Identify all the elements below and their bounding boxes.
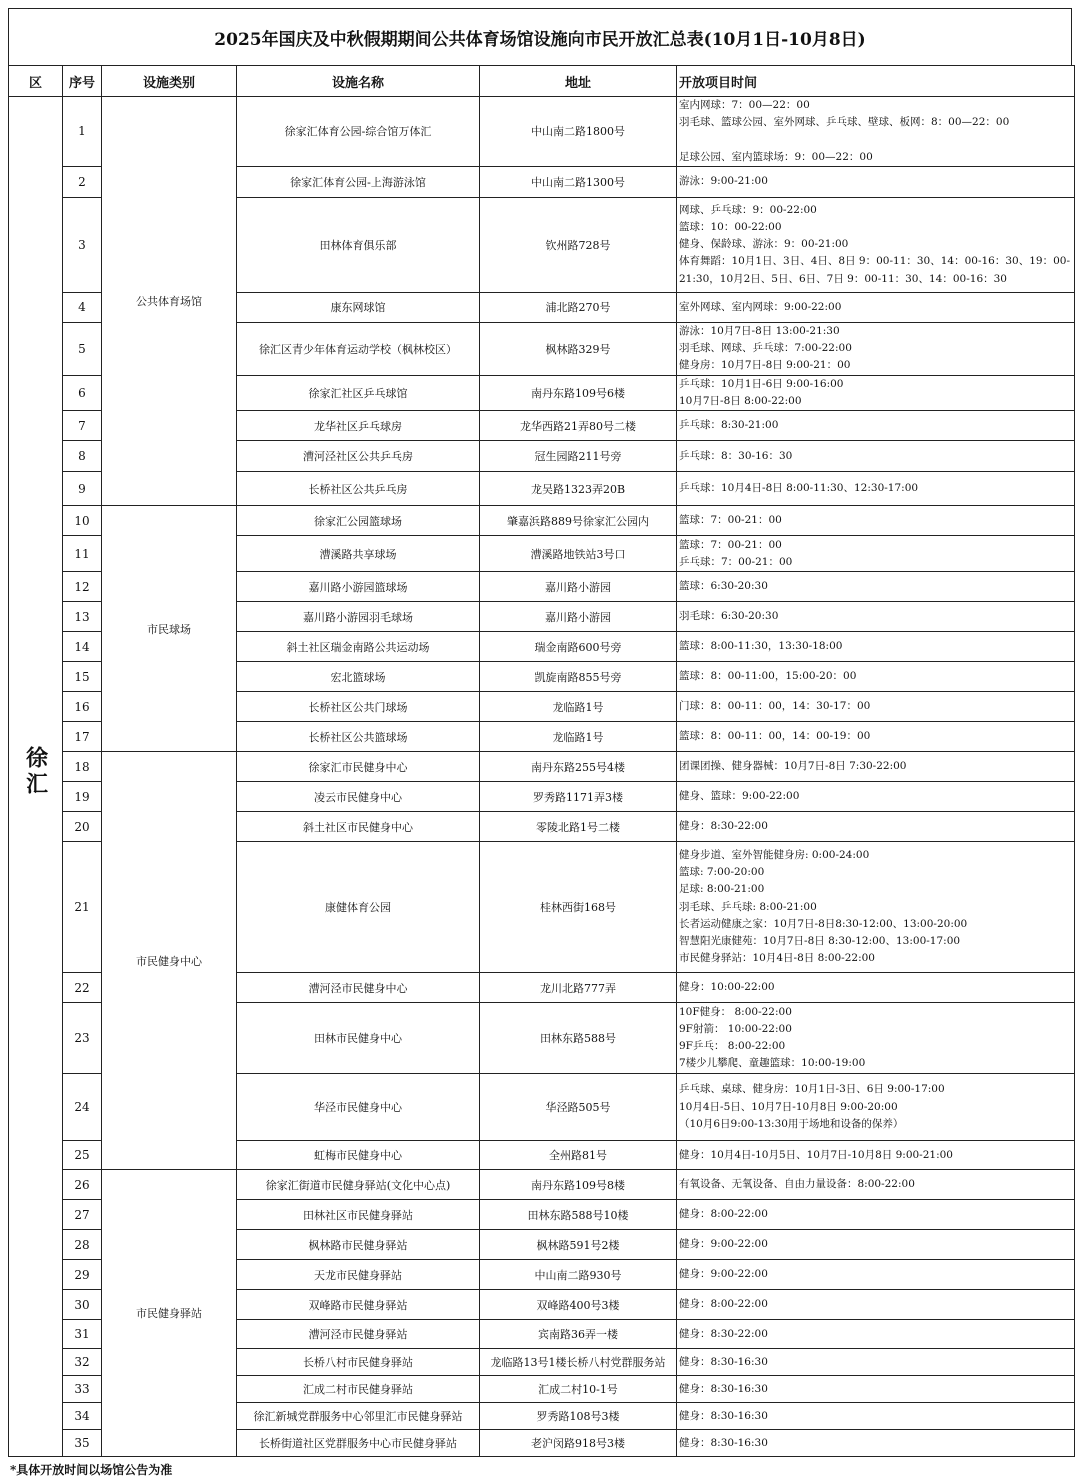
facility-name: 汇成二村市民健身驿站 <box>237 1376 480 1403</box>
header-no: 序号 <box>63 66 102 97</box>
category-cell: 公共体育场馆 <box>102 97 237 506</box>
table-row <box>9 752 1075 782</box>
opening-times <box>677 1403 1075 1430</box>
facility-name: 枫林路市民健身驿站 <box>237 1230 480 1260</box>
time-line: 9F乒乓： 8:00-22:00 <box>679 1040 786 1053</box>
time-line: 羽毛球、网球、乒乓球：7:00-22:00 <box>679 342 852 355</box>
time-line: 7楼少儿攀爬、童趣篮球：10:00-19:00 <box>679 1057 866 1070</box>
facility-name: 田林体育俱乐部 <box>237 197 480 292</box>
time-line: 室内网球：7：00—22：00 <box>679 99 810 111</box>
time-line: 10月7日-8日 8:00-22:00 <box>679 395 802 408</box>
row-number: 16 <box>63 692 102 722</box>
opening-times <box>677 662 1075 692</box>
opening-times <box>677 752 1075 782</box>
facility-name: 徐汇新城党群服务中心邻里汇市民健身驿站 <box>237 1403 480 1430</box>
facility-address: 龙华西路21弄80号二楼 <box>480 411 677 441</box>
facility-address: 漕溪路地铁站3号口 <box>480 536 677 572</box>
opening-times <box>677 572 1075 602</box>
time-line: 健身：8:30-16:30 <box>679 1409 768 1422</box>
time-line: 篮球: 7:00-20:00 <box>679 866 765 879</box>
time-line: 健身：8:30-22:00 <box>679 1327 768 1340</box>
row-number: 2 <box>63 166 102 197</box>
facility-name: 徐家汇体育公园-综合馆万体汇 <box>237 97 480 167</box>
opening-times <box>677 1430 1075 1457</box>
facility-address: 龙吴路1323弄20B <box>480 472 677 506</box>
row-number: 23 <box>63 1003 102 1074</box>
facility-name: 天龙市民健身驿站 <box>237 1260 480 1290</box>
row-number: 30 <box>63 1290 102 1320</box>
opening-times <box>677 722 1075 752</box>
row-number: 11 <box>63 536 102 572</box>
time-line: 21:30，10月2日、5日、6日、7日 9：00-11：30、14：00-16：30 <box>679 272 1007 285</box>
opening-times <box>677 1170 1075 1200</box>
opening-times <box>677 166 1075 197</box>
facility-name: 田林市民健身中心 <box>237 1003 480 1074</box>
time-line: 羽毛球、乒乓球: 8:00-21:00 <box>679 900 817 913</box>
opening-times <box>677 97 1075 167</box>
opening-times <box>677 506 1075 536</box>
row-number: 34 <box>63 1403 102 1430</box>
row-number: 29 <box>63 1260 102 1290</box>
facility-name: 华泾市民健身中心 <box>237 1074 480 1141</box>
facility-address: 南丹东路109号6楼 <box>480 375 677 410</box>
row-number: 3 <box>63 197 102 292</box>
facility-address: 中山南二路930号 <box>480 1260 677 1290</box>
facility-address: 嘉川路小游园 <box>480 602 677 632</box>
opening-times <box>677 632 1075 662</box>
row-number: 14 <box>63 632 102 662</box>
row-number: 32 <box>63 1349 102 1376</box>
row-number: 1 <box>63 97 102 167</box>
opening-times <box>677 842 1075 973</box>
header-category: 设施类别 <box>102 66 237 97</box>
footer-note: *具体开放时间以场馆公告为准 <box>10 1463 173 1478</box>
facility-address: 老沪闵路918号3楼 <box>480 1430 677 1457</box>
facility-address: 宾南路36弄一楼 <box>480 1320 677 1349</box>
facility-name: 斜土社区市民健身中心 <box>237 812 480 842</box>
time-line: 乒乓球：10月1日-6日 9:00-16:00 <box>679 377 844 390</box>
table-header-row <box>9 66 1075 97</box>
facility-address: 华泾路505号 <box>480 1074 677 1141</box>
row-number: 15 <box>63 662 102 692</box>
facility-name: 宏北篮球场 <box>237 662 480 692</box>
facility-name: 长桥社区公共乒乓房 <box>237 472 480 506</box>
opening-times <box>677 472 1075 506</box>
time-line: 健身：8:00-22:00 <box>679 1208 768 1221</box>
facility-address: 瑞金南路600号旁 <box>480 632 677 662</box>
facility-address: 南丹东路255号4楼 <box>480 752 677 782</box>
facility-name: 长桥社区公共篮球场 <box>237 722 480 752</box>
time-line: 篮球：7：00-21：00 <box>679 538 782 551</box>
row-number: 8 <box>63 441 102 472</box>
facility-name: 徐家汇公园篮球场 <box>237 506 480 536</box>
row-number: 28 <box>63 1230 102 1260</box>
header-district: 区 <box>9 66 63 97</box>
facility-name: 长桥街道社区党群服务中心市民健身驿站 <box>237 1430 480 1457</box>
time-line: 篮球：7：00-21：00 <box>679 514 782 527</box>
time-line: 篮球：10：00-22:00 <box>679 221 782 233</box>
facility-address: 冠生园路211号旁 <box>480 441 677 472</box>
row-number: 22 <box>63 973 102 1003</box>
facility-address: 枫林路591号2楼 <box>480 1230 677 1260</box>
time-line: 健身房：10月7日-8日 9:00-21：00 <box>679 359 851 372</box>
facility-address: 龙川北路777弄 <box>480 973 677 1003</box>
facility-name: 长桥社区公共门球场 <box>237 692 480 722</box>
time-line: 门球：8：00-11：00，14：30-17：00 <box>679 700 871 713</box>
time-line: 篮球：6:30-20:30 <box>679 580 768 593</box>
time-line: 篮球：8:00-11:30，13:30-18:00 <box>679 640 843 653</box>
row-number: 18 <box>63 752 102 782</box>
facility-address: 嘉川路小游园 <box>480 572 677 602</box>
facility-address: 龙临路1号 <box>480 722 677 752</box>
time-line: 健身步道、室外智能健身房: 0:00-24:00 <box>679 849 870 861</box>
row-number: 26 <box>63 1170 102 1200</box>
district-label: 徐汇 <box>22 745 49 798</box>
category-cell: 市民健身驿站 <box>102 1170 237 1457</box>
time-line: 足球: 8:00-21:00 <box>679 883 765 896</box>
time-line: 健身、保龄球、游泳：9：00-21:00 <box>679 238 849 251</box>
row-number: 17 <box>63 722 102 752</box>
opening-times <box>677 1349 1075 1376</box>
facility-name: 长桥八村市民健身驿站 <box>237 1349 480 1376</box>
facility-address: 田林东路588号10楼 <box>480 1200 677 1230</box>
facility-address: 南丹东路109号8楼 <box>480 1170 677 1200</box>
time-line: 智慧阳光康健苑：10月7日-8日 8:30-12:00、13:00-17:00 <box>679 935 961 948</box>
opening-times <box>677 411 1075 441</box>
time-line: 乒乓球、桌球、健身房：10月1日-3日、6日 9:00-17:00 <box>679 1083 945 1096</box>
opening-times <box>677 1376 1075 1403</box>
row-number: 20 <box>63 812 102 842</box>
facility-name: 双峰路市民健身驿站 <box>237 1290 480 1320</box>
table-row <box>9 1170 1075 1200</box>
row-number: 9 <box>63 472 102 506</box>
time-line: （10月6日9:00-13:30用于场地和设备的保养） <box>679 1117 904 1130</box>
time-line: 足球公园、室内篮球场：9：00—22：00 <box>679 150 873 163</box>
row-number: 13 <box>63 602 102 632</box>
facility-name: 虹梅市民健身中心 <box>237 1141 480 1170</box>
category-cell: 市民健身中心 <box>102 752 237 1170</box>
facility-address: 全州路81号 <box>480 1141 677 1170</box>
facility-address: 中山南二路1300号 <box>480 166 677 197</box>
time-line: 健身：9:00-22:00 <box>679 1238 768 1251</box>
opening-times <box>677 197 1075 292</box>
row-number: 19 <box>63 782 102 812</box>
facility-name: 斜土社区瑞金南路公共运动场 <box>237 632 480 662</box>
facility-address: 桂林西街168号 <box>480 842 677 973</box>
row-number: 21 <box>63 842 102 973</box>
time-line: 篮球：8：00-11：00，14：00-19：00 <box>679 730 871 743</box>
opening-times <box>677 322 1075 375</box>
table-row <box>9 506 1075 536</box>
row-number: 10 <box>63 506 102 536</box>
header-name: 设施名称 <box>237 66 480 97</box>
opening-times <box>677 1320 1075 1349</box>
facility-name: 漕河泾社区公共乒乓房 <box>237 441 480 472</box>
opening-times <box>677 1290 1075 1320</box>
time-line: 乒乓球：10月4日-8日 8:00-11:30、12:30-17:00 <box>679 482 919 495</box>
opening-times <box>677 375 1075 410</box>
facility-address: 中山南二路1800号 <box>480 97 677 167</box>
facility-name: 徐家汇体育公园-上海游泳馆 <box>237 166 480 197</box>
time-line: 有氧设备、无氧设备、自由力量设备：8:00-22:00 <box>679 1178 915 1191</box>
opening-times <box>677 1141 1075 1170</box>
row-number: 24 <box>63 1074 102 1141</box>
time-line: 游泳：10月7日-8日 13:00-21:30 <box>679 325 840 337</box>
page-title: 2025年国庆及中秋假期期间公共体育场馆设施向市民开放汇总表(10月1日-10月8日) <box>8 8 1072 65</box>
facility-address: 龙临路13号1楼长桥八村党群服务站 <box>480 1349 677 1376</box>
facility-address: 田林东路588号 <box>480 1003 677 1074</box>
facility-name: 康健体育公园 <box>237 842 480 973</box>
time-line: 健身：10月4日-10月5日、10月7日-10月8日 9:00-21:00 <box>679 1148 953 1161</box>
row-number: 7 <box>63 411 102 441</box>
facility-table <box>8 65 1075 1457</box>
opening-times <box>677 1230 1075 1260</box>
time-line: 乒乓球：7：00-21：00 <box>679 555 793 568</box>
time-line: 健身、篮球：9:00-22:00 <box>679 790 800 803</box>
facility-address: 汇成二村10-1号 <box>480 1376 677 1403</box>
time-line: 室外网球、室内网球：9:00-22:00 <box>679 300 842 313</box>
time-line: 羽毛球：6:30-20:30 <box>679 610 779 623</box>
opening-times <box>677 602 1075 632</box>
facility-name: 田林社区市民健身驿站 <box>237 1200 480 1230</box>
time-line: 乒乓球：8：30-16：30 <box>679 449 793 462</box>
time-line: 健身：8:30-16:30 <box>679 1355 768 1368</box>
header-address: 地址 <box>480 66 677 97</box>
category-cell: 市民球场 <box>102 506 237 752</box>
facility-name: 徐家汇市民健身中心 <box>237 752 480 782</box>
time-line: 长者运动健康之家：10月7日-8日8:30-12:00、13:00-20:00 <box>679 917 968 930</box>
facility-address: 枫林路329号 <box>480 322 677 375</box>
time-line: 健身：8:00-22:00 <box>679 1298 768 1311</box>
time-line: 乒乓球：8:30-21:00 <box>679 419 779 432</box>
facility-address: 龙临路1号 <box>480 692 677 722</box>
facility-address: 肇嘉浜路889号徐家汇公园内 <box>480 506 677 536</box>
facility-address: 凯旋南路855号旁 <box>480 662 677 692</box>
facility-name: 凌云市民健身中心 <box>237 782 480 812</box>
opening-times <box>677 973 1075 1003</box>
row-number: 4 <box>63 292 102 322</box>
time-line: 健身：8:30-16:30 <box>679 1382 768 1395</box>
opening-times <box>677 292 1075 322</box>
row-number: 33 <box>63 1376 102 1403</box>
facility-address: 零陵北路1号二楼 <box>480 812 677 842</box>
row-number: 12 <box>63 572 102 602</box>
opening-times <box>677 782 1075 812</box>
time-line: 体育舞蹈：10月1日、3日、4日、8日 9：00-11：30、14：00-16：30、19：00- <box>679 255 1070 268</box>
facility-address: 浦北路270号 <box>480 292 677 322</box>
time-line: 网球、乒乓球：9：00-22:00 <box>679 203 817 216</box>
opening-times <box>677 536 1075 572</box>
opening-times <box>677 1003 1075 1074</box>
facility-name: 漕溪路共享球场 <box>237 536 480 572</box>
time-line <box>679 131 1072 148</box>
facility-address: 罗秀路108号3楼 <box>480 1403 677 1430</box>
document <box>8 8 1072 1482</box>
time-line: 9F射箭： 10:00-22:00 <box>679 1023 792 1036</box>
row-number: 31 <box>63 1320 102 1349</box>
facility-address: 钦州路728号 <box>480 197 677 292</box>
time-line: 羽毛球、篮球公园、室外网球、乒乓球、壁球、板网：8：00—22：00 <box>679 116 1010 129</box>
facility-name: 漕河泾市民健身驿站 <box>237 1320 480 1349</box>
district-cell <box>9 97 63 1457</box>
row-number: 35 <box>63 1430 102 1457</box>
time-line: 10月4日-5日、10月7日-10月8日 9:00-20:00 <box>679 1100 898 1113</box>
row-number: 6 <box>63 375 102 410</box>
facility-name: 徐汇区青少年体育运动学校（枫林校区） <box>237 322 480 375</box>
facility-name: 康东网球馆 <box>237 292 480 322</box>
opening-times <box>677 1200 1075 1230</box>
facility-name: 漕河泾市民健身中心 <box>237 973 480 1003</box>
time-line: 健身：8:30-16:30 <box>679 1436 768 1449</box>
opening-times <box>677 1074 1075 1141</box>
time-line: 团课团操、健身器械：10月7日-8日 7:30-22:00 <box>679 760 907 773</box>
opening-times <box>677 812 1075 842</box>
facility-name: 徐家汇街道市民健身驿站(文化中心点) <box>237 1170 480 1200</box>
opening-times <box>677 692 1075 722</box>
time-line: 健身：10:00-22:00 <box>679 981 775 994</box>
row-number: 5 <box>63 322 102 375</box>
time-line: 游泳：9:00-21:00 <box>679 175 768 188</box>
facility-name: 龙华社区乒乓球房 <box>237 411 480 441</box>
facility-address: 罗秀路1171弄3楼 <box>480 782 677 812</box>
time-line: 健身：8:30-22:00 <box>679 820 768 833</box>
time-line: 健身：9:00-22:00 <box>679 1268 768 1281</box>
time-line: 市民健身驿站：10月4日-8日 8:00-22:00 <box>679 952 875 965</box>
facility-address: 双峰路400号3楼 <box>480 1290 677 1320</box>
opening-times <box>677 1260 1075 1290</box>
header-times: 开放项目时间 <box>677 66 1075 97</box>
time-line: 篮球：8：00-11:00，15:00-20：00 <box>679 670 857 683</box>
opening-times <box>677 441 1075 472</box>
row-number: 27 <box>63 1200 102 1230</box>
facility-name: 徐家汇社区乒乓球馆 <box>237 375 480 410</box>
facility-name: 嘉川路小游园篮球场 <box>237 572 480 602</box>
table-row <box>9 97 1075 167</box>
facility-name: 嘉川路小游园羽毛球场 <box>237 602 480 632</box>
row-number: 25 <box>63 1141 102 1170</box>
time-line: 10F健身： 8:00-22:00 <box>679 1005 792 1018</box>
